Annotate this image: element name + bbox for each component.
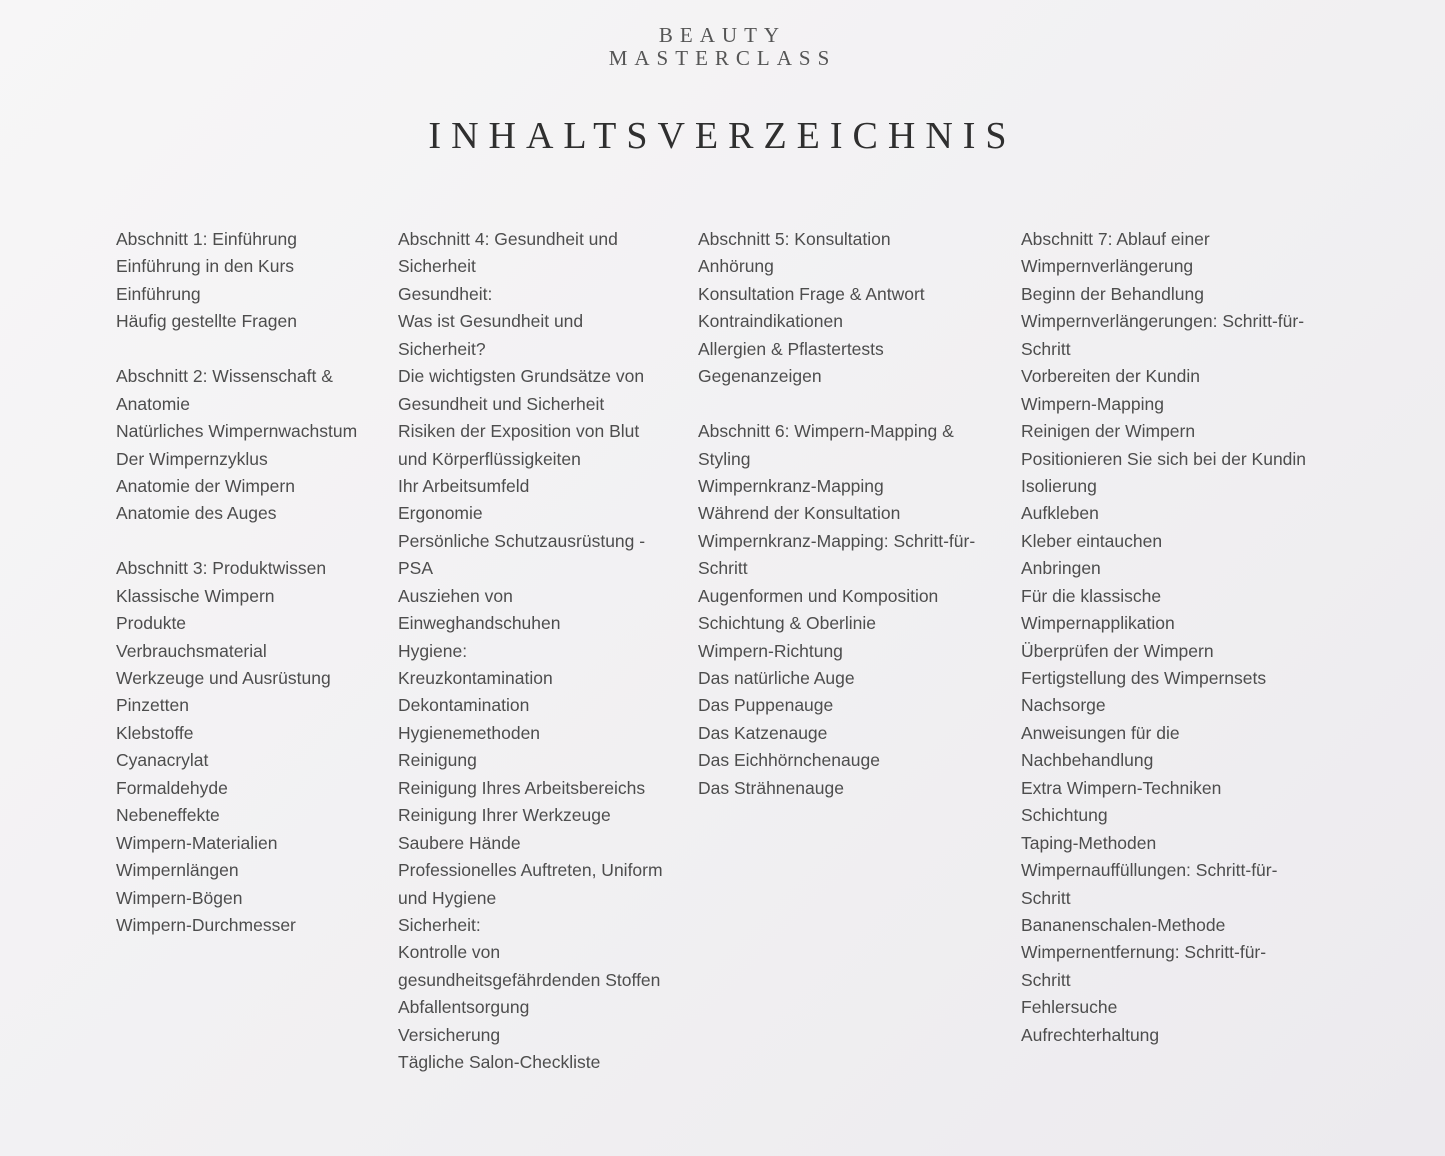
toc-entry: Kontraindikationen — [698, 311, 843, 332]
toc-entry: Bananenschalen-Methode — [1021, 914, 1226, 935]
toc-entry: Fehlersuche — [1021, 997, 1118, 1018]
toc-entry: Hygiene: — [398, 640, 468, 661]
toc-entry: Häufig gestellte Fragen — [116, 311, 297, 332]
toc-entry: Kontrolle von — [398, 942, 501, 963]
toc-entry: Schichtung & Oberlinie — [698, 613, 877, 634]
toc-section-heading: Abschnitt 2: Wissenschaft & — [116, 366, 333, 387]
toc-entry: Risiken der Exposition von Blut — [398, 421, 640, 442]
toc-entry: Wimpernentfernung: Schritt-für- — [1021, 942, 1267, 963]
toc-entry: Vorbereiten der Kundin — [1021, 366, 1201, 387]
toc-entry: Überprüfen der Wimpern — [1021, 640, 1214, 661]
toc-entry: Nachsorge — [1021, 695, 1106, 716]
toc-column-2 — [398, 226, 688, 1077]
toc-entry: Nebeneffekte — [116, 805, 220, 826]
toc-entry: Styling — [698, 448, 751, 469]
toc-entry: Ergonomie — [398, 503, 483, 524]
toc-entry: Anatomie der Wimpern — [116, 475, 295, 496]
toc-entry: Ausziehen von — [398, 585, 513, 606]
toc-entry: Das natürliche Auge — [698, 668, 855, 688]
toc-section-heading: Abschnitt 4: Gesundheit und — [398, 229, 618, 249]
toc-entry: Anweisungen für die — [1021, 722, 1180, 743]
toc-entry: Wimpern-Durchmesser — [116, 914, 296, 935]
toc-entry: Schritt — [1021, 338, 1071, 359]
toc-entry: Für die klassische — [1021, 585, 1162, 606]
toc-entry: Hygienemethoden — [398, 722, 541, 743]
toc-entry: gesundheitsgefährdenden Stoffen — [398, 969, 661, 990]
toc-entry: Schritt — [1021, 969, 1071, 990]
toc-column-3 — [698, 226, 1008, 802]
toc-entry: Wimpernapplikation — [1021, 613, 1175, 634]
toc-entry: Kreuzkontamination — [398, 668, 553, 688]
toc-entry: Einweghandschuhen — [398, 613, 561, 634]
toc-entry: Kleber eintauchen — [1021, 530, 1163, 551]
toc-entry: Wimpern-Materialien — [116, 832, 278, 853]
toc-entry: Schritt — [1021, 887, 1071, 908]
toc-entry: Reinigung Ihres Arbeitsbereichs — [398, 777, 646, 798]
toc-entry: Schritt — [698, 558, 748, 579]
toc-entry: Schichtung — [1021, 805, 1108, 826]
toc-column-4 — [1021, 226, 1341, 1049]
toc-entry: Das Puppenauge — [698, 695, 834, 716]
toc-section-heading: Abschnitt 1: Einführung — [116, 229, 297, 249]
toc-section-heading: Abschnitt 6: Wimpern-Mapping & — [698, 421, 954, 442]
toc-entry: und Körperflüssigkeiten — [398, 448, 581, 469]
toc-entry: Abfallentsorgung — [398, 997, 530, 1018]
toc-entry: Wimpernverlängerungen: Schritt-für- — [1021, 311, 1305, 332]
toc-entry: Wimpern-Bögen — [116, 887, 243, 908]
toc-entry: Sicherheit — [398, 256, 476, 277]
toc-section-heading: Abschnitt 5: Konsultation — [698, 229, 891, 249]
toc-entry: Dekontamination — [398, 695, 530, 716]
toc-entry: Wimpern-Richtung — [698, 640, 843, 661]
toc-entry: Isolierung — [1021, 475, 1097, 496]
section-spacer — [116, 528, 386, 555]
toc-entry: Klassische Wimpern — [116, 585, 275, 606]
toc-entry: Gegenanzeigen — [698, 366, 822, 387]
toc-entry: Verbrauchsmaterial — [116, 640, 267, 661]
toc-entry: Produkte — [116, 613, 187, 634]
brand-line-2: MASTERCLASS — [608, 46, 837, 70]
toc-entry: Das Eichhörnchenauge — [698, 750, 880, 771]
toc-entry: Anbringen — [1021, 558, 1101, 579]
toc-entry: Reinigung Ihrer Werkzeuge — [398, 805, 611, 826]
toc-entry: Tägliche Salon-Checkliste — [398, 1052, 601, 1073]
toc-entry: Einführung in den Kurs — [116, 256, 295, 277]
toc-entry: Ihr Arbeitsumfeld — [398, 475, 530, 496]
toc-entry: Konsultation Frage & Antwort — [698, 283, 925, 304]
toc-entry: Versicherung — [398, 1024, 501, 1045]
toc-entry: Positionieren Sie sich bei der Kundin — [1021, 448, 1307, 469]
toc-section-heading: Abschnitt 3: Produktwissen — [116, 558, 327, 579]
toc-entry: Beginn der Behandlung — [1021, 283, 1204, 304]
toc-entry: Einführung — [116, 283, 201, 304]
toc-entry: Sicherheit: — [398, 914, 481, 935]
toc-entry: Die wichtigsten Grundsätze von — [398, 366, 645, 387]
toc-entry: und Hygiene — [398, 887, 497, 908]
toc-entry: PSA — [398, 558, 434, 579]
toc-entry: Taping-Methoden — [1021, 832, 1157, 853]
toc-entry: Der Wimpernzyklus — [116, 448, 268, 469]
toc-entry: Das Strähnenauge — [698, 777, 844, 798]
brand-line-1: BEAUTY — [658, 23, 787, 47]
toc-entry: Gesundheit und Sicherheit — [398, 393, 605, 414]
toc-entry: Gesundheit: — [398, 283, 493, 304]
toc-entry: Wimpernlängen — [116, 860, 239, 881]
toc-entry: Professionelles Auftreten, Uniform — [398, 860, 663, 881]
toc-entry: Wimpernkranz-Mapping — [698, 475, 884, 496]
toc-entry: Formaldehyde — [116, 777, 228, 798]
toc-entry: Fertigstellung des Wimpernsets — [1021, 668, 1267, 688]
toc-entry: Aufkleben — [1021, 503, 1099, 524]
toc-entry: Was ist Gesundheit und — [398, 311, 584, 332]
toc-column-1 — [116, 226, 386, 939]
toc-entry: Reinigen der Wimpern — [1021, 421, 1196, 442]
toc-entry: Pinzetten — [116, 695, 189, 716]
toc-entry: Wimpernauffüllungen: Schritt-für- — [1021, 860, 1278, 881]
toc-entry: Sicherheit? — [398, 338, 486, 359]
toc-entry: Allergien & Pflastertests — [698, 338, 884, 359]
toc-entry: Wimpern-Mapping — [1021, 393, 1164, 414]
section-spacer — [698, 391, 1008, 418]
toc-entry: Anatomie des Auges — [116, 503, 277, 524]
toc-entry: Anatomie — [116, 393, 190, 414]
brand-logo — [0, 24, 1445, 70]
toc-entry: Cyanacrylat — [116, 750, 209, 771]
toc-entry: Reinigung — [398, 750, 477, 771]
toc-entry: Saubere Hände — [398, 832, 521, 853]
toc-entry: Wimpernkranz-Mapping: Schritt-für- — [698, 530, 976, 551]
toc-entry: Anhörung — [698, 256, 774, 277]
page-title: INHALTSVERZEICHNIS — [428, 115, 1017, 157]
section-spacer — [116, 336, 386, 363]
toc-entry: Aufrechterhaltung — [1021, 1024, 1160, 1045]
toc-section-heading: Abschnitt 7: Ablauf einer — [1021, 229, 1210, 249]
toc-entry: Das Katzenauge — [698, 722, 828, 743]
toc-entry: Natürliches Wimpernwachstum — [116, 421, 358, 442]
toc-entry: Werkzeuge und Ausrüstung — [116, 668, 331, 688]
toc-entry: Wimpernverlängerung — [1021, 256, 1194, 277]
toc-entry: Während der Konsultation — [698, 503, 901, 524]
toc-entry: Persönliche Schutzausrüstung - — [398, 530, 646, 551]
toc-entry: Augenformen und Komposition — [698, 585, 939, 606]
toc-entry: Klebstoffe — [116, 722, 194, 743]
toc-entry: Nachbehandlung — [1021, 750, 1154, 771]
toc-entry: Extra Wimpern-Techniken — [1021, 777, 1222, 798]
